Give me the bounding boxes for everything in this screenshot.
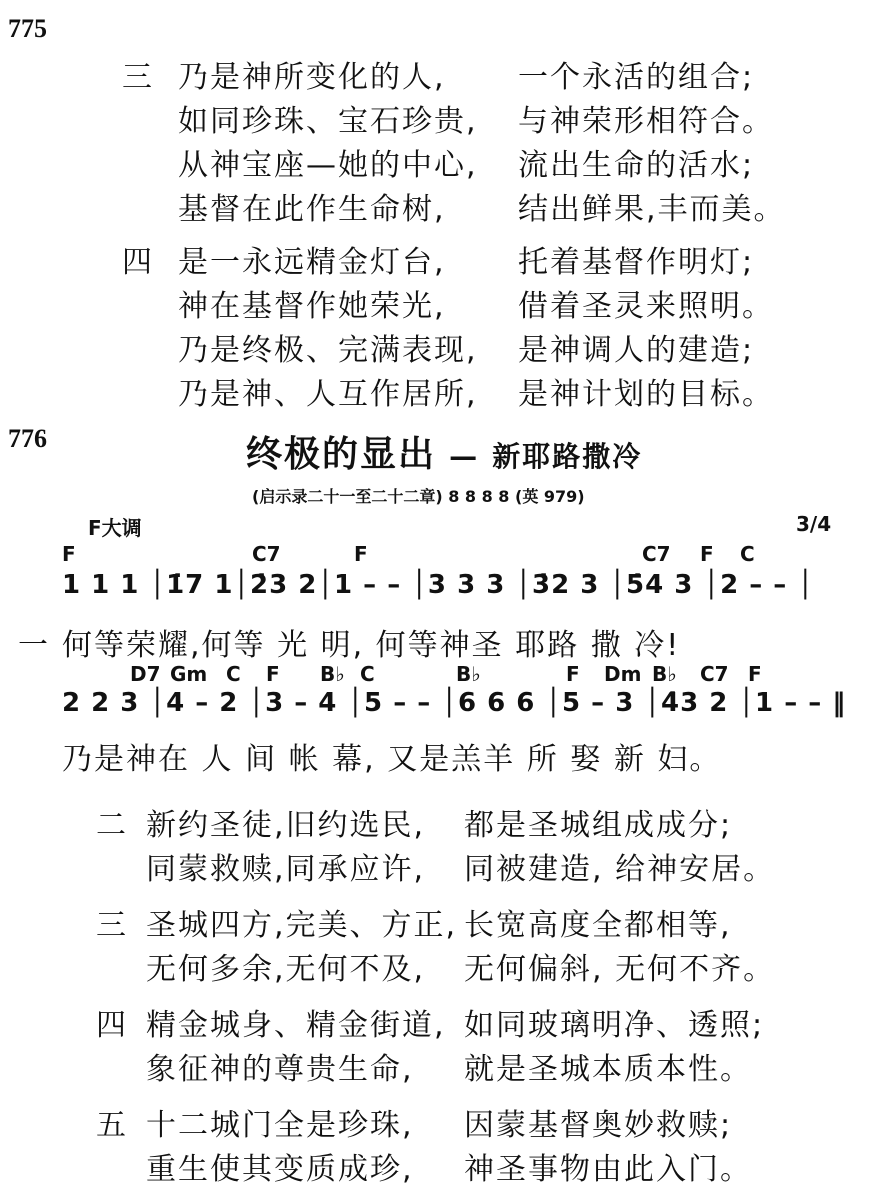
- verse-line: 托着基督作明灯;: [518, 245, 755, 280]
- title-dash: —: [449, 440, 480, 473]
- key-signature: F大调: [88, 516, 142, 540]
- verse-line: 长宽高度全都相等,: [464, 908, 732, 943]
- chord: F: [566, 662, 580, 686]
- verse-line: 如同珍珠、宝石珍贵,: [178, 104, 478, 139]
- verse-line: 乃是终极、完满表现,: [178, 333, 478, 368]
- chord: C: [740, 542, 755, 566]
- verse-line: 精金城身、精金街道,: [146, 1008, 446, 1043]
- verse-line: 基督在此作生命树,: [178, 192, 446, 227]
- chord: B♭: [320, 662, 345, 686]
- verse-line: 一个永活的组合;: [518, 60, 755, 95]
- verse-line: 借着圣灵来照明。: [518, 289, 774, 324]
- verse-line: 同被建造, 给神安居。: [464, 852, 776, 887]
- chord: C: [360, 662, 375, 686]
- chord: C7: [642, 542, 671, 566]
- hymn-title: [246, 426, 642, 477]
- verse-line: 乃是神、人互作居所,: [178, 377, 478, 412]
- verse-line: 无何多余,无何不及,: [146, 952, 426, 987]
- verse-label: 三: [96, 908, 128, 943]
- verse-line: 神圣事物由此入门。: [464, 1152, 752, 1187]
- score-lyric-2: 乃是神在 人 间 帐 幕, 又是羔羊 所 娶 新 妇。: [62, 742, 722, 777]
- verse-line: 都是圣城组成成分;: [464, 808, 733, 843]
- verse-line: 是神调人的建造;: [518, 333, 755, 368]
- verse-line: 无何偏斜, 无何不齐。: [464, 952, 776, 987]
- verse-line: 从神宝座—她的中心,: [178, 148, 478, 183]
- notation-line-2: 2 2 3 │4 – 2 │3 – 4 │5 – – │6 6 6 │5 – 3 │4̇3 2 │1 – – ‖: [62, 688, 847, 718]
- verse-label: 四: [122, 245, 154, 280]
- hymn-number-776: 776: [8, 424, 47, 453]
- verse-label: 二: [96, 808, 128, 843]
- verse-label: 五: [96, 1108, 128, 1143]
- chord: Dm: [604, 662, 642, 686]
- time-signature: 3/4: [796, 512, 832, 536]
- verse-line: 是神计划的目标。: [518, 377, 774, 412]
- hymn-meta: (启示录二十一至二十二章) 8 8 8 8 (英 979): [252, 487, 585, 506]
- verse-line: 圣城四方,完美、方正,: [146, 908, 458, 943]
- chord: D7: [130, 662, 161, 686]
- chord: C7: [252, 542, 281, 566]
- hymn-number-775: 775: [8, 14, 47, 43]
- verse-line: 是一永远精金灯台,: [178, 245, 446, 280]
- verse-line: 乃是神所变化的人,: [178, 60, 446, 95]
- score-lyric-1: 何等荣耀,何等 光 明, 何等神圣 耶路 撒 冷!: [62, 628, 681, 663]
- verse-label: 三: [122, 60, 154, 95]
- chord: Gm: [170, 662, 208, 686]
- verse-line: 新约圣徒,旧约选民,: [146, 808, 426, 843]
- chord: F: [748, 662, 762, 686]
- verse-line: 重生使其变质成珍,: [146, 1152, 414, 1187]
- verse-line: 就是圣城本质本性。: [464, 1052, 752, 1087]
- verse-line: 神在基督作她荣光,: [178, 289, 446, 324]
- verse-line: 与神荣形相符合。: [518, 104, 774, 139]
- verse-label: 四: [96, 1008, 128, 1043]
- notation-line-1: 1 1 1 │1̇7 1│2̇3 2│1 – – │3 3 3 │3̇2 3 │5̇4 3 │2 – – │: [62, 570, 814, 600]
- verse-label: 一: [18, 628, 50, 663]
- chord: B♭: [456, 662, 481, 686]
- verse-line: 流出生命的活水;: [518, 148, 755, 183]
- verse-line: 象征神的尊贵生命,: [146, 1052, 414, 1087]
- verse-line: 如同玻璃明净、透照;: [464, 1008, 765, 1043]
- title-subtitle: 新耶路撒冷: [492, 440, 643, 473]
- chord: F: [700, 542, 714, 566]
- verse-line: 同蒙救赎,同承应许,: [146, 852, 426, 887]
- chord: F: [62, 542, 76, 566]
- title-main: 终极的显出: [246, 434, 437, 475]
- chord: C7: [700, 662, 729, 686]
- chord: B♭: [652, 662, 677, 686]
- verse-line: 因蒙基督奥妙救赎;: [464, 1108, 733, 1143]
- chord: F: [266, 662, 280, 686]
- chord: F: [354, 542, 368, 566]
- chord: C: [226, 662, 241, 686]
- verse-line: 十二城门全是珍珠,: [146, 1108, 414, 1143]
- verse-line: 结出鲜果,丰而美。: [518, 192, 786, 227]
